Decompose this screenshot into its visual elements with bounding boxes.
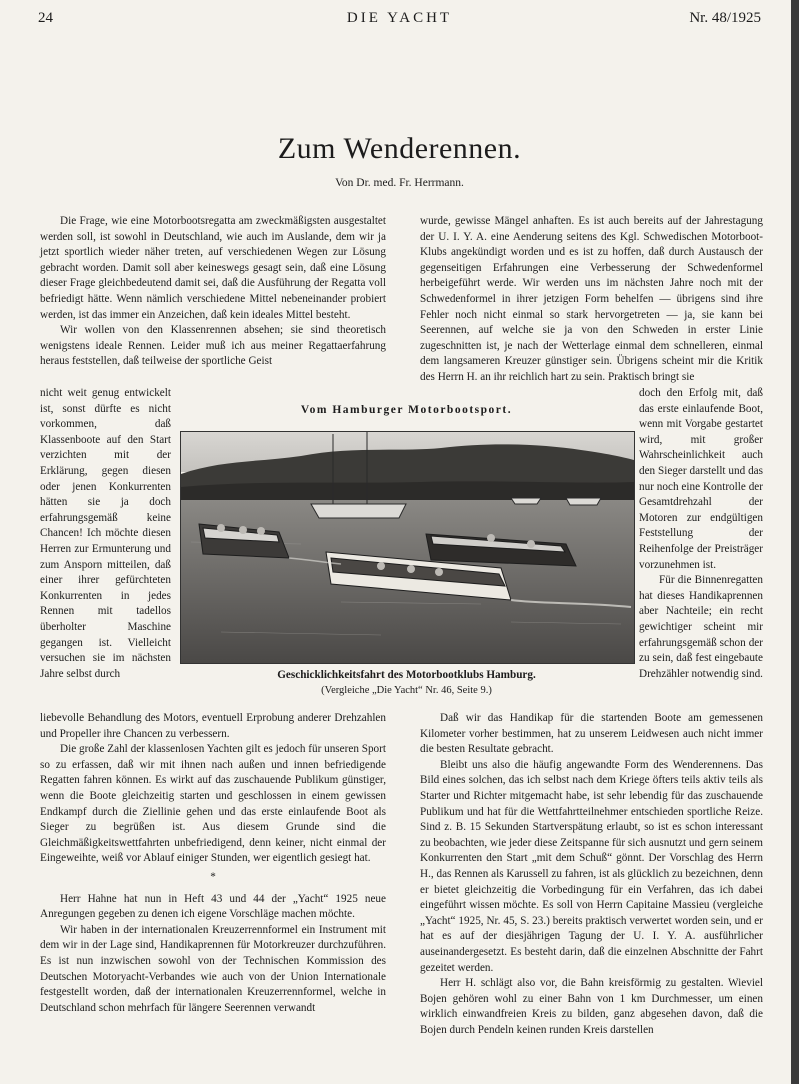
article-title: Zum Wenderennen. — [277, 132, 522, 165]
figure-reference: (Vergleiche „Die Yacht“ Nr. 46, Seite 9.) — [321, 685, 492, 696]
section-divider: * — [210, 870, 216, 883]
column-left-narrow — [40, 386, 171, 682]
figure-photo — [180, 431, 635, 664]
figure-heading: Vom Hamburger Motorbootsport. — [300, 404, 513, 416]
paragraph: Bleibt uns also die häufig angewandte Form des Wenderennens. Das Bild eines solchen, das ich selbst nach dem Kriege öfters teils aktiv teils als Starter und Richter mitgemacht habe, ist sehr lebendig für das zuschauende Publikum und hat für die Wettfahrtteilnehmer entschieden sportliche Reize. Sind z. B. 15 Sekunden Startverspätung erlaubt, so ist es schon interessant zu beobachten, wie jeder diese Zeitspanne für sich ausnutzt und gern seinem Konkurrenten den Start „mit dem Schuß“ gönnt. Der Vorschlag des Herrn H., das Rennen als Karussell zu fahren, ist als glücklich zu bezeichnen, denn er bietet gleichzeitig die Vorbedingung für ein Verfahren, das ich dabei eingeführt wissen möchte. Es soll von Herrn Capitaine Massieu (vergleiche „Yacht“ 1925, Nr. 45, S. 23.) bereits praktisch verwertet worden sein, und er hat es auf der diesjährigen Tagung der U. I. Y. A. ausführlicher auseinandergesetzt. Es besteht darin, daß die einzelnen Abschnitte der Fahrt gezeitet werden. — [420, 758, 763, 974]
paragraph: Die große Zahl der klassenlosen Yachten gilt es jedoch für unseren Sport so zu erfassen, daß wir mit ihnen nach außen und innen befriedigende Regatten fahren können. Es wirkt auf das zuschauende Publikum günstiger, wenn die Boote gleichzeitig starten und geschlossen in einem gewissen Endkampf durch die Ziellinie gehen und das erste einlaufende Boot als Sieger zu begrüßen ist. Aus diesem Grunde sind die Gleichmäßigkeitswettfahrten unbefriedigend, denn keiner, nicht einmal der Eingeweihte, weiß vor Ablauf einiger Stunden, wer eigentlich gesiegt hat. — [40, 743, 386, 865]
paragraph: liebevolle Behandlung des Motors, eventuell Erprobung anderer Drehzahlen und Propeller ihre Chancen zu verbessern. — [40, 712, 386, 740]
column-right-narrow — [639, 386, 763, 682]
column-left-top — [40, 214, 386, 370]
paragraph: Die Frage, wie eine Motorbootsregatta am zweckmäßigsten ausgestaltet werden soll, ist sowohl in Deutschland, wie auch im Auslande, dem wir ja jetzt sportlich wieder näher treten, auf verschiedenen Wegen zur Lösung gebracht worden. Damit soll aber keineswegs gesagt sein, daß eine Lösung dieser Frage gleichbedeutend damit sei, daß die Ausführung der Regatta voll befriedigt hätte. Wenn nämlich verschiedene Mittel nebeneinander probiert werden, ist das immer ein Anzeichen, daß kein ideales Mittel besteht. — [40, 215, 386, 321]
paragraph: nicht weit genug entwickelt ist, sonst dürfte es nicht vorkommen, daß Klassenboote auf den Start verzichten mit der Erklärung, gegen diesen oder jenen Konkurrenten hätten sie ja doch erfahrungsgemäß keine Chancen! Ich möchte diesen Herren zur Ermunterung und zum Ansporn mitteilen, daß einer ihrer gefürchteten Konkurrenten in jedes Rennen mit tadellos überholter Maschine gegangen ist. Vielleicht versuchen sie im nächsten Jahre selbst durch — [40, 387, 171, 680]
page-number: 24 — [38, 10, 53, 26]
paragraph: doch den Erfolg mit, daß das erste einlaufende Boot, wenn mit Vorgabe gestartet wird, mit großer Wahrscheinlichkeit auch den Sieger darstellt und das nur noch eine Kontrolle der Gesamtdrehzahl der Motoren zur endgültigen Feststellung der Reihenfolge der Preisträger vorzunehmen ist. — [639, 387, 763, 571]
paragraph: Wir wollen von den Klassenrennen absehen; sie sind theoretisch wenigstens ideale Rennen. Leider muß ich aus meiner Regattaerfahrung heraus feststellen, daß teilweise der sportliche Geist — [40, 324, 386, 368]
figure-caption: Geschicklichkeitsfahrt des Motorbootklubs Hamburg. — [277, 669, 536, 681]
column-left-bottom — [40, 711, 386, 1016]
paragraph: Wir haben in der internationalen Kreuzerrennformel ein Instrument mit dem wir in der Lage sind, Handikaprennen für Motorkreuzer durchzuführen. Es ist nun inzwischen sowohl von der Technischen Kommission des Deutschen Motoryacht-Verbandes wie auch von der Union Internationale festgestellt worden, daß der internationalen Kreuzerrennformel, welche in Deutschland schon mehrfach für längere Seerennen verwandt — [40, 923, 386, 1014]
issue-number: Nr. 48/1925 — [689, 10, 761, 26]
paragraph: Herr H. schlägt also vor, die Bahn kreisförmig zu gestalten. Wieviel Bojen gehören wohl zu einer Bahn von 1 km Durchmesser, um einen wirklich einwandfreien Kreis zu bilden, ganz abgesehen davon, daß die Bojen durch Pendeln keinen runden Kreis darstellen — [420, 977, 763, 1036]
paragraph: Für die Binnenregatten hat dieses Handikaprennen aber Nachteile; ein recht gewichtiger scheint mir erfahrungsgemäß schon der zu sein, daß fest eingebaute Drehzähler notwendig sind. — [639, 574, 763, 680]
paragraph: Daß wir das Handikap für die startenden Boote am gemessenen Kilometer vorher bestimmen, hat zu unserem Leidwesen auch nicht immer die besten Resultate gebracht. — [420, 712, 763, 756]
column-right-top — [420, 214, 763, 386]
article-author: Von Dr. med. Fr. Herrmann. — [335, 177, 464, 189]
paragraph: wurde, gewisse Mängel anhaften. Es ist auch bereits auf der Jahrestagung der U. I. Y. A. eine Aenderung seitens des Kgl. Schwedischen Motorboot-Klubs angekündigt worden und es ist zu hoffen, daß durch Austausch der gegenseitigen Erfahrungen eine Verbesserung der Schwedenformel herbeigeführt werde. Wir werden uns im nächsten Jahre noch mit der Schwedenformel in ihrer jetzigen Form behelfen — übrigens sind ihre Fehler noch nicht einmal so stark hervorgetreten — ja, sie kann bei Seerennen, auf welche sie ja von den Schweden in erster Linie zugeschnitten ist, je nach der Wetterlage einmal dem schnelleren, einmal dem langsameren Kreuzer günstiger sein. Übrigens scheint mir die Kritik des Herrn H. an ihr reichlich hart zu sein. Praktisch bringt sie — [420, 215, 763, 383]
column-right-bottom — [420, 711, 763, 1038]
paragraph: Herr Hahne hat nun in Heft 43 und 44 der „Yacht“ 1925 neue Anregungen gegeben zu denen ich eigene Vorschläge machen möchte. — [40, 892, 386, 921]
journal-title: DIE YACHT — [346, 10, 453, 26]
